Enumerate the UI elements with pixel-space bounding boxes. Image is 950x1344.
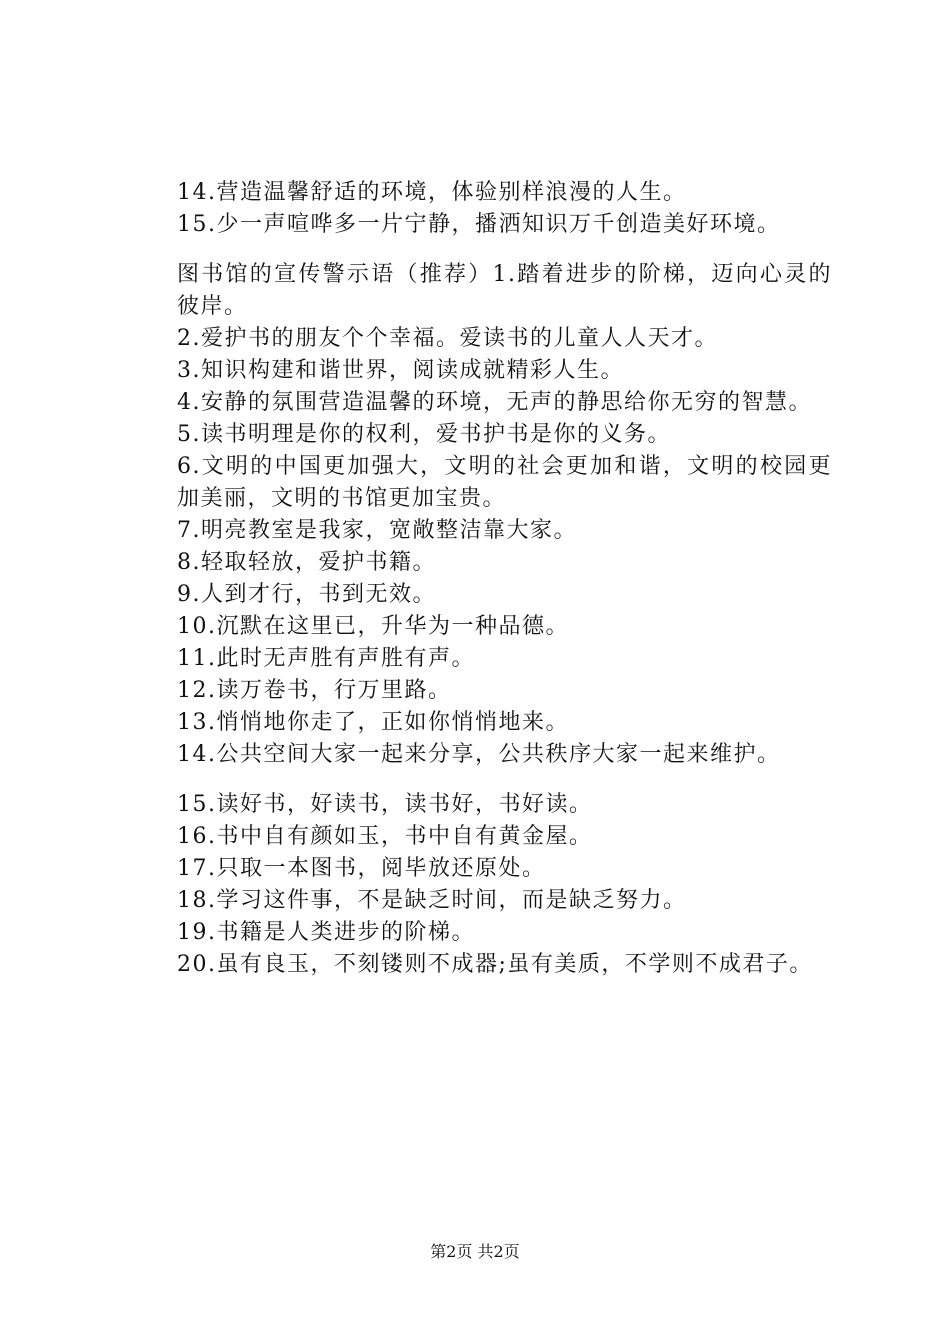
text-line: 16.书中自有颜如玉，书中自有黄金屋。 bbox=[177, 824, 593, 849]
text-line: 2.爱护书的朋友个个幸福。爱读书的儿童人人天才。 bbox=[177, 326, 718, 351]
paragraph-gap bbox=[132, 241, 832, 259]
text-line: 8.轻取轻放，爱护书籍。 bbox=[177, 550, 436, 575]
text-line: 15.读好书，好读书，读书好，书好读。 bbox=[177, 792, 593, 817]
text-paragraph: 20.虽有良玉，不刻镂则不成器;虽有美质，不学则不成君子。 bbox=[177, 952, 813, 977]
text-paragraph: 4.安静的氛围营造温馨的环境，无声的静思给你无穷的智慧。 bbox=[177, 390, 812, 415]
text-line: 12.读万卷书，行万里路。 bbox=[177, 678, 452, 703]
text-line: 3.知识构建和谐世界，阅读成就精彩人生。 bbox=[177, 358, 624, 383]
text-line: 5.读书明理是你的权利，爱书护书是你的义务。 bbox=[177, 422, 671, 447]
intro-paragraph: 图书馆的宣传警示语（推荐）1.踏着进步的阶梯，迈向心灵的彼岸。 bbox=[177, 262, 832, 319]
paragraph-gap bbox=[132, 771, 832, 789]
page-footer: 第2页 共2页 bbox=[430, 1242, 520, 1261]
text-line: 19.书籍是人类进步的阶梯。 bbox=[177, 920, 475, 945]
text-line: 15.少一声喧哗多一片宁静，播洒知识万千创造美好环境。 bbox=[177, 212, 781, 237]
text-line: 18.学习这件事，不是缺乏时间，而是缺乏努力。 bbox=[177, 888, 687, 913]
text-line: 17.只取一本图书，阅毕放还原处。 bbox=[177, 856, 546, 881]
text-line: 13.悄悄地你走了，正如你悄悄地来。 bbox=[177, 710, 569, 735]
text-line: 14.营造温馨舒适的环境，体验别样浪漫的人生。 bbox=[177, 180, 687, 205]
text-line: 14.公共空间大家一起来分享，公共秩序大家一起来维护。 bbox=[177, 742, 781, 767]
text-paragraph: 6.文明的中国更加强大，文明的社会更加和谐，文明的校园更加美丽，文明的书馆更加宝贵。 bbox=[177, 454, 832, 511]
text-line: 7.明亮教室是我家，宽敞整洁靠大家。 bbox=[177, 518, 577, 543]
text-line: 11.此时无声胜有声胜有声。 bbox=[177, 646, 475, 671]
text-line: 9.人到才行，书到无效。 bbox=[177, 582, 436, 607]
document-body bbox=[132, 177, 832, 981]
text-line: 10.沉默在这里已，升华为一种品德。 bbox=[177, 614, 569, 639]
